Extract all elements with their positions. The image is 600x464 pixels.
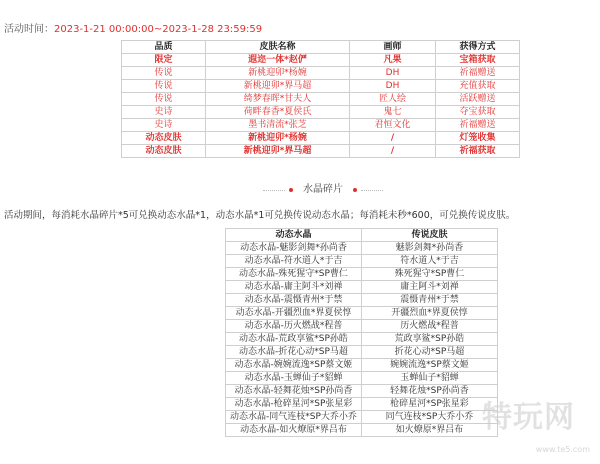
header-dynamic-crystal: 动态水晶: [226, 229, 362, 242]
skin-row: [122, 54, 520, 67]
skin-name: 新桃迎卯*界马超: [206, 80, 350, 93]
divider-dot-right: [353, 188, 357, 192]
crystal-row: [226, 294, 498, 307]
crystal-row: [226, 398, 498, 411]
legend-skin: 折花心动*SP马超: [362, 346, 498, 359]
header-artist: 画师: [350, 41, 436, 54]
header-quality: 品质: [122, 41, 206, 54]
crystal-item: 动态水晶-如火燎原*界吕布: [226, 424, 362, 437]
skin-method: 宝箱获取: [436, 54, 520, 67]
legend-skin: 婉婉流逸*SP蔡文姬: [362, 359, 498, 372]
crystal-item: 动态水晶-魅影剑舞*孙尚香: [226, 242, 362, 255]
skin-quality: 传说: [122, 80, 206, 93]
crystal-item: 动态水晶-荒政享鲨*SP孙皓: [226, 333, 362, 346]
crystal-row: [226, 320, 498, 333]
watermark-logo: [482, 400, 594, 454]
crystal-item: 动态水晶-轻舞花烛*SP孙尚香: [226, 385, 362, 398]
skin-artist: DH: [350, 80, 436, 93]
watermark-brand: 特玩网: [482, 400, 575, 435]
skin-method: 夺宝获取: [436, 106, 520, 119]
legend-skin: 轻舞花烛*SP孙尚香: [362, 385, 498, 398]
skin-name: 新桃迎卯*界马超: [206, 145, 350, 158]
skin-row: [122, 119, 520, 132]
crystal-row: [226, 242, 498, 255]
crystal-row: [226, 372, 498, 385]
skin-artist: /: [350, 132, 436, 145]
skin-row: [122, 106, 520, 119]
crystal-row: [226, 333, 498, 346]
legend-skin: 殊死猩守*SP曹仁: [362, 268, 498, 281]
activity-time-value: 2023-1-21 00:00:00~2023-1-28 23:59:59: [54, 24, 263, 35]
watermark-url: www.te5.com: [535, 445, 590, 454]
skin-table-header: [122, 41, 520, 54]
header-obtain-method: 获得方式: [436, 41, 520, 54]
header-skin-name: 皮肤名称: [206, 41, 350, 54]
crystal-table-header: [226, 229, 498, 242]
skin-name: 新桃迎卯*杨婉: [206, 132, 350, 145]
crystal-row: [226, 359, 498, 372]
crystal-item: 动态水晶-婉婉流逸*SP蔡文姬: [226, 359, 362, 372]
skin-method: 祈福获取: [436, 145, 520, 158]
skin-quality: 史诗: [122, 119, 206, 132]
legend-skin: 同气连枝*SP大乔小乔: [362, 411, 498, 424]
skin-artist: 匠人绘: [350, 93, 436, 106]
crystal-item: 动态水晶-历火燃战*程普: [226, 320, 362, 333]
crystal-row: [226, 255, 498, 268]
legend-skin: 震慑青州*于禁: [362, 294, 498, 307]
skin-method: 祈福赠送: [436, 67, 520, 80]
skin-row: [122, 67, 520, 80]
activity-time: [4, 24, 262, 36]
legend-skin: 历火燃战*程普: [362, 320, 498, 333]
section-divider: [263, 184, 383, 196]
legend-skin: 枪碎星河*SP张星彩: [362, 398, 498, 411]
crystal-item: 动态水晶-折花心动*SP马超: [226, 346, 362, 359]
legend-skin: 魅影剑舞*孙尚香: [362, 242, 498, 255]
section-title: 水晶碎片: [303, 184, 343, 195]
header-legend-skin: 传说皮肤: [362, 229, 498, 242]
skin-quality: 动态皮肤: [122, 132, 206, 145]
legend-skin: 符水道人*于吉: [362, 255, 498, 268]
skin-artist: DH: [350, 67, 436, 80]
skin-artist: 凡果: [350, 54, 436, 67]
skin-name: 遐迩一体*赵俨: [206, 54, 350, 67]
crystal-row: [226, 346, 498, 359]
crystal-item: 动态水晶-震慑青州*于禁: [226, 294, 362, 307]
crystal-row: [226, 411, 498, 424]
crystal-item: 动态水晶-殊死猩守*SP曹仁: [226, 268, 362, 281]
crystal-item: 动态水晶-庸主阿斗*刘禅: [226, 281, 362, 294]
skin-row: [122, 80, 520, 93]
crystal-row: [226, 307, 498, 320]
skin-name: 绮梦春晖*甘夫人: [206, 93, 350, 106]
crystal-row: [226, 268, 498, 281]
skin-name: 新桃迎卯*杨婉: [206, 67, 350, 80]
skin-quality: 传说: [122, 93, 206, 106]
divider-line-right: [361, 190, 383, 191]
crystal-item: 动态水晶-同气连枝*SP大乔小乔: [226, 411, 362, 424]
skin-quality: 动态皮肤: [122, 145, 206, 158]
skin-method: 祈福赠送: [436, 119, 520, 132]
skin-row: [122, 132, 520, 145]
skin-quality: 传说: [122, 67, 206, 80]
skin-artist: 鬼七: [350, 106, 436, 119]
skin-name: 墨书清流*张芝: [206, 119, 350, 132]
skin-quality: 限定: [122, 54, 206, 67]
crystal-row: [226, 424, 498, 437]
skin-method: 活跃赠送: [436, 93, 520, 106]
crystal-row: [226, 281, 498, 294]
skin-quality: 史诗: [122, 106, 206, 119]
skin-table: [121, 40, 520, 158]
legend-skin: 如火燎原*界吕布: [362, 424, 498, 437]
crystal-item: 动态水晶-玉蝉仙子*貂蝉: [226, 372, 362, 385]
crystal-table: [225, 228, 498, 437]
crystal-item: 动态水晶-枪碎星河*SP张星彩: [226, 398, 362, 411]
crystal-row: [226, 385, 498, 398]
skin-artist: /: [350, 145, 436, 158]
crystal-item: 动态水晶-开疆烈血*界夏侯惇: [226, 307, 362, 320]
legend-skin: 庸主阿斗*刘禅: [362, 281, 498, 294]
legend-skin: 开疆烈血*界夏侯惇: [362, 307, 498, 320]
skin-method: 充值获取: [436, 80, 520, 93]
crystal-item: 动态水晶-符水道人*于吉: [226, 255, 362, 268]
skin-row: [122, 93, 520, 106]
skin-artist: 君恒文化: [350, 119, 436, 132]
skin-row: [122, 145, 520, 158]
legend-skin: 玉蝉仙子*貂蝉: [362, 372, 498, 385]
skin-method: 灯笼收集: [436, 132, 520, 145]
exchange-description: 活动期间，每消耗水晶碎片*5可兑换动态水晶*1，动态水晶*1可兑换传说动态水晶；每消耗未秒*600，可兑换传说皮肤。: [4, 210, 516, 221]
legend-skin: 荒政享鲨*SP孙皓: [362, 333, 498, 346]
skin-name: 荷畔春香*夏侯氏: [206, 106, 350, 119]
activity-time-label: 活动时间：: [4, 24, 54, 35]
